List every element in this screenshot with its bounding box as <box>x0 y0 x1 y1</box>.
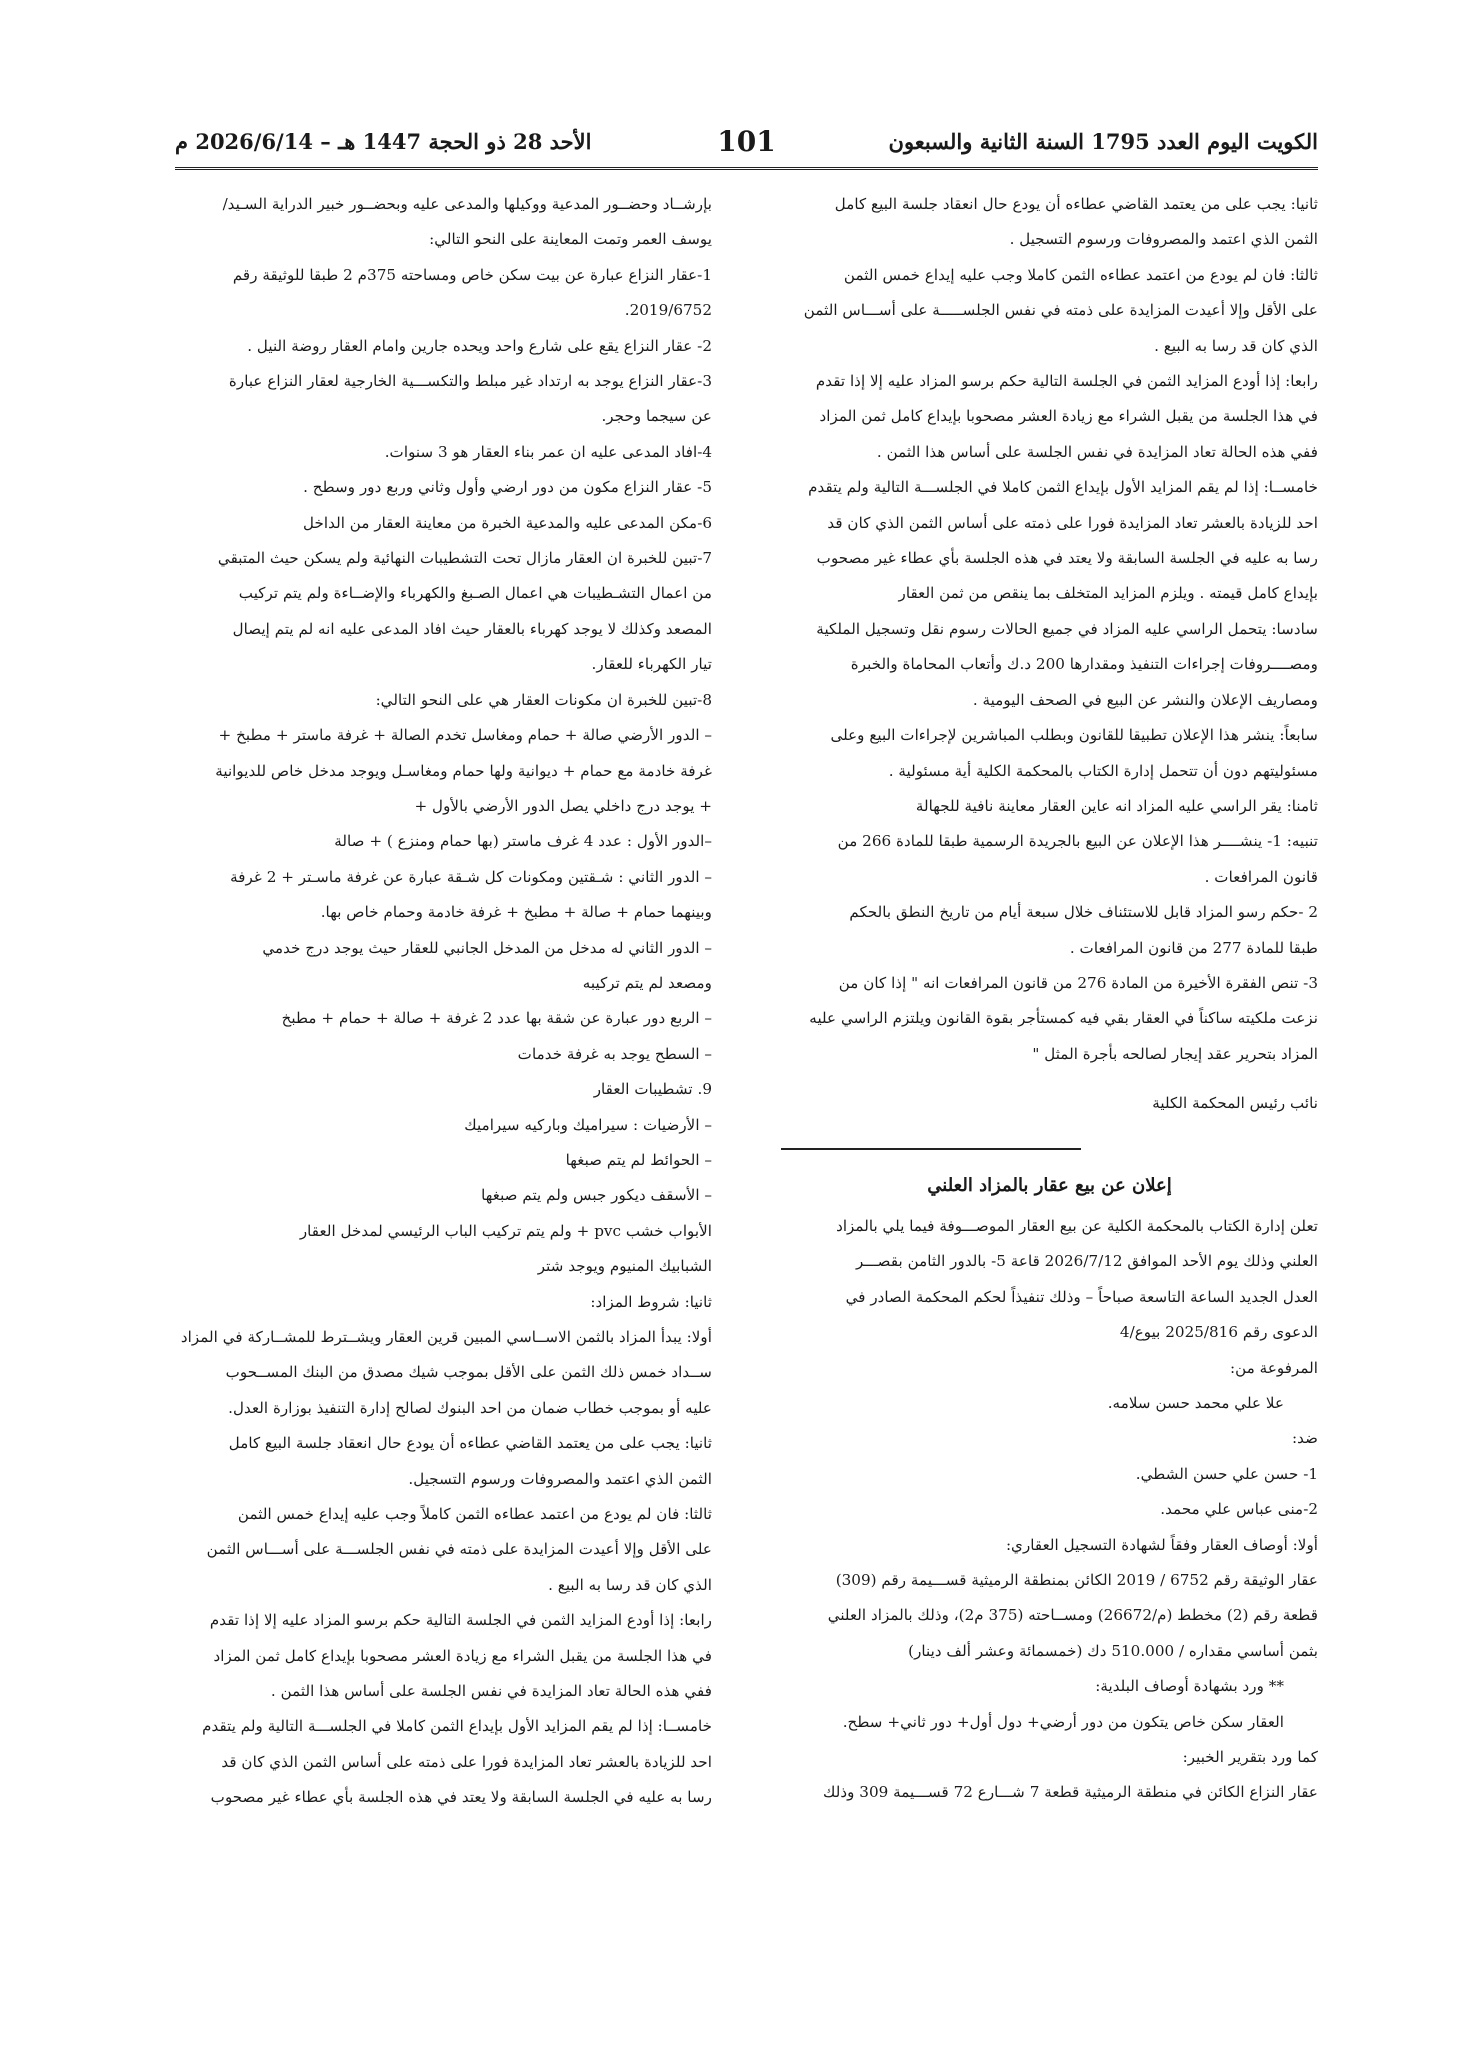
right-column-section-2 <box>781 1209 1318 1811</box>
text-line: –الدور الأول : عدد 4 غرف ماستر (بها حمام ومنزع ) + صالة <box>334 832 712 851</box>
text-line: عن سيجما وحجر. <box>601 407 712 426</box>
text-line: قطعة رقم (2) مخطط (م/26672) ومســاحته (375 م2)، وذلك بالمزاد العلني <box>827 1606 1318 1625</box>
text-line: ففي هذه الحالة تعاد المزايدة في نفس الجلسة على أساس هذا الثمن . <box>876 442 1318 461</box>
text-line: 1-عقار النزاع عبارة عن بيت سكن خاص ومساحته 375م 2 طبقا للوثيقة رقم <box>232 265 712 284</box>
text-line: الدعوى رقم 2025/816 بيوع/4 <box>1119 1323 1318 1342</box>
text-line: نائب رئيس المحكمة الكلية <box>1152 1094 1318 1113</box>
text-line: الأبواب خشب pvc + ولم يتم تركيب الباب الرئيسي لمدخل العقار <box>299 1221 712 1240</box>
section-divider <box>781 1148 1081 1150</box>
text-line: تنبيه: 1- ينشــــر هذا الإعلان عن البيع بالجريدة الرسمية طبقا للمادة 266 من <box>837 832 1318 851</box>
text-line: المصعد وكذلك لا يوجد كهرباء بالعقار حيث افاد المدعى عليه انه لم يتم إيصال <box>232 619 712 638</box>
text-line: بثمن أساسي مقداره / 510.000 دك (خمسمائة وعشر ألف دينار) <box>908 1641 1318 1660</box>
text-line: + يوجد درج داخلي يصل الدور الأرضي بالأول + <box>414 796 712 815</box>
text-line: غرفة خادمة مع حمام + ديوانية ولها حمام ومغاسـل ويوجد مدخل خاص للديوانية <box>215 761 712 780</box>
text-line: الذي كان قد رسا به البيع . <box>548 1575 712 1594</box>
text-line: 5- عقار النزاع مكون من دور ارضي وأول وثاني وربع دور وسطح . <box>303 478 712 497</box>
left-column-body <box>175 187 712 1816</box>
text-line: نزعت ملكيته ساكناً في العقار بقي فيه كمستأجر بقوة القانون ويلتزم الراسي عليه <box>809 1009 1318 1028</box>
text-line: قانون المرافعات . <box>1204 867 1318 886</box>
text-line: المرفوعة من: <box>1230 1358 1318 1377</box>
text-line: بإيداع كامل قيمته . ويلزم المزايد المتخلف بما ينقص من ثمن العقار <box>898 584 1318 603</box>
text-line: ثالثا: فان لم يودع من اعتمد عطاءه الثمن كاملاً وجب عليه إيداع خمس الثمن <box>237 1505 712 1524</box>
page-number: 101 <box>717 124 776 158</box>
text-line: على الأقل وإلا أعيدت المزايدة على ذمته في نفس الجلســـة على أســـاس الثمن <box>206 1540 712 1559</box>
text-line: خامســا: إذا لم يقم المزايد الأول بإيداع الثمن كاملا في الجلســـة التالية ولم يتقدم <box>808 478 1318 497</box>
text-line: ومصعد لم يتم تركيبه <box>582 973 712 992</box>
text-line: 2- عقار النزاع يقع على شارع واحد ويحده جارين وامام العقار روضة النيل . <box>247 336 712 355</box>
text-line: ** ورد بشهادة أوصاف البلدية: <box>1095 1677 1284 1696</box>
text-line: طبقا للمادة 277 من قانون المرافعات . <box>1069 938 1318 957</box>
text-line: الشبابيك المنيوم ويوجد شتر <box>537 1257 712 1276</box>
text-line: – الدور الثاني : شـقتين ومكونات كل شـقة عبارة عن غرفة ماسـتر + 2 غرفة <box>230 867 712 886</box>
text-line: 6-مكن المدعى عليه والمدعية الخبرة من معاينة العقار من الداخل <box>303 513 712 532</box>
text-line: – الأرضيات : سيراميك وباركيه سيراميك <box>464 1115 712 1134</box>
text-line: ففي هذه الحالة تعاد المزايدة في نفس الجلسة على أساس هذا الثمن . <box>270 1682 712 1701</box>
text-line: من اعمال التشـطيبات هي اعمال الصـبغ والكهرباء والإضــاءة ولم يتم تركيب <box>238 584 712 603</box>
text-line: ثانيا: شروط المزاد: <box>590 1292 712 1311</box>
text-line: تعلن إدارة الكتاب بالمحكمة الكلية عن بيع العقار الموصـــوفة فيما يلي بالمزاد <box>836 1216 1318 1235</box>
text-line: في هذا الجلسة من يقبل الشراء مع زيادة العشر مصحوبا بإيداع كامل ثمن المزاد <box>819 407 1318 426</box>
text-line: عقار الوثيقة رقم 6752 / 2019 الكائن بمنطقة الرميثية قســـيمة رقم (309) <box>835 1571 1318 1590</box>
text-line: 3- تنص الفقرة الأخيرة من المادة 276 من قانون المرافعات انه " إذا كان من <box>838 973 1318 992</box>
text-line: عليه أو بموجب خطاب ضمان من احد البنوك لصالح إدارة التنفيذ بوزارة العدل. <box>228 1398 712 1417</box>
text-line: سابعاً: ينشر هذا الإعلان تطبيقا للقانون وبطلب المباشرين لإجراءات البيع وعلى <box>830 726 1318 745</box>
text-line: ومصــــروفات إجراءات التنفيذ ومقدارها 200 د.ك وأتعاب المحاماة والخبرة <box>850 655 1318 674</box>
text-line: – الدور الثاني له مدخل من المدخل الجانبي للعقار حيث يوجد درج خدمي <box>262 938 712 957</box>
text-line: ثالثا: فان لم يودع من اعتمد عطاءه الثمن كاملا وجب عليه إيداع خمس الثمن <box>843 265 1318 284</box>
text-line: تيار الكهرباء للعقار. <box>591 655 712 674</box>
text-line: أولا: يبدأ المزاد بالثمن الاســاسي المبين قرين العقار ويشــترط للمشــاركة في المزاد <box>180 1328 712 1346</box>
text-line: الثمن الذي اعتمد والمصروفات ورسوم التسجيل. <box>408 1469 712 1488</box>
text-line: على الأقل وإلا أعيدت المزايدة على ذمته في نفس الجلســـــة على أســـاس الثمن <box>803 301 1318 320</box>
left-column <box>175 187 712 2007</box>
text-line: رسا به عليه في الجلسة السابقة ولا يعتد في هذه الجلسة بأي عطاء غير مصحوب <box>816 549 1318 568</box>
text-line: ثامنا: يقر الراسي عليه المزاد انه عاين العقار معاينة نافية للجهالة <box>915 796 1318 815</box>
right-column <box>781 187 1318 2007</box>
text-line: وبينهما حمام + صالة + مطبخ + غرفة خادمة وحمام خاص بها. <box>320 903 712 922</box>
text-line: 4-افاد المدعى عليه ان عمر بناء العقار هو 3 سنوات. <box>384 442 712 461</box>
header-publication: الكويت اليوم العدد 1795 السنة الثانية والسبعون <box>888 128 1318 154</box>
text-line: خامســا: إذا لم يقم المزايد الأول بإيداع الثمن كاملا في الجلســـة التالية ولم يتقدم <box>202 1717 712 1736</box>
right-column-section-1 <box>781 187 1318 1122</box>
text-line: مسئوليتهم دون أن تتحمل إدارة الكتاب بالمحكمة الكلية أية مسئولية . <box>888 761 1318 780</box>
text-line: المزاد بتحرير عقد إيجار لصالحه بأجرة المثل " <box>1032 1044 1318 1063</box>
text-line: – الأسقف ديكور جبس ولم يتم صبغها <box>481 1186 712 1205</box>
text-line: – السطح يوجد به غرفة خدمات <box>517 1044 712 1063</box>
text-line: 1- حسن علي حسن الشطي. <box>1135 1464 1318 1483</box>
text-line: العدل الجديد الساعة التاسعة صباحاً – وذلك تنفيذاً لحكم المحكمة الصادر في <box>845 1287 1318 1306</box>
text-line: 2019/6752. <box>624 301 712 320</box>
text-line: بإرشــاد وحضــور المدعية ووكيلها والمدعى عليه وبحضــور خبير الدراية السـيد/ <box>222 195 712 213</box>
text-line: الثمن الذي اعتمد والمصروفات ورسوم التسجيل . <box>1009 230 1318 249</box>
text-line: ومصاريف الإعلان والنشر عن البيع في الصحف اليومية . <box>972 690 1318 709</box>
text-line: رابعا: إذا أودع المزايد الثمن في الجلسة التالية حكم برسو المزاد عليه إلا إذا تقدم <box>815 372 1318 391</box>
notice-title: إعلان عن بيع عقار بالمزاد العلني <box>927 1174 1172 1196</box>
header-date: الأحد 28 ذو الحجة 1447 هـ – 2026/6/14 م <box>175 128 592 154</box>
text-line: رابعا: إذا أودع المزايد الثمن في الجلسة التالية حكم برسو المزاد عليه إلا إذا تقدم <box>209 1611 712 1630</box>
text-line: – الحوائط لم يتم صبغها <box>565 1150 712 1169</box>
text-line: في هذا الجلسة من يقبل الشراء مع زيادة العشر مصحوبا بإيداع كامل ثمن المزاد <box>213 1646 712 1665</box>
text-line: احد للزيادة بالعشر تعاد المزايدة فورا على ذمته على أساس الثمن الذي كان قد <box>221 1752 712 1771</box>
text-line: 7-تبين للخبرة ان العقار مازال تحت التشطيبات النهائية ولم يسكن حيث المتبقي <box>217 549 712 568</box>
text-line: 9. تشطيبات العقار <box>593 1080 712 1099</box>
text-line: ثانيا: يجب على من يعتمد القاضي عطاءه أن يودع حال انعقاد جلسة البيع كامل <box>228 1434 712 1453</box>
text-line: العلني وذلك يوم الأحد الموافق 2026/7/12 قاعة 5- بالدور الثامن بقصـــر <box>855 1252 1318 1271</box>
text-line: رسا به عليه في الجلسة السابقة ولا يعتد في هذه الجلسة بأي عطاء غير مصحوب <box>210 1788 712 1807</box>
header-rule <box>175 167 1318 170</box>
text-line: ضد: <box>1292 1429 1318 1448</box>
text-line: عقار النزاع الكائن في منطقة الرميثية قطعة 7 شـــارع 72 قســـيمة 309 وذلك <box>822 1783 1318 1802</box>
text-line: العقار سكن خاص يتكون من دور أرضي+ دول أول+ دور ثاني+ سطح. <box>842 1712 1284 1731</box>
text-line: علا علي محمد حسن سلامه. <box>1107 1394 1284 1412</box>
text-line: كما ورد بتقرير الخبير: <box>1182 1748 1318 1767</box>
text-line: احد للزيادة بالعشر تعاد المزايدة فورا على ذمته على أساس الثمن الذي كان قد <box>827 513 1318 532</box>
text-line: 2 -حكم رسو المزاد قابل للاستئناف خلال سبعة أيام من تاريخ النطق بالحكم <box>849 903 1318 922</box>
text-line: 3-عقار النزاع يوجد به ارتداد غير مبلط والتكســـية الخارجية لعقار النزاع عبارة <box>228 372 712 391</box>
text-line: – الربع دور عبارة عن شقة بها عدد 2 غرفة + صالة + حمام + مطبخ <box>281 1009 712 1028</box>
text-line: ســداد خمس ذلك الثمن على الأقل بموجب شيك مصدق من البنك المســحوب <box>225 1363 712 1382</box>
text-line: ثانيا: يجب على من يعتمد القاضي عطاءه أن يودع حال انعقاد جلسة البيع كامل <box>834 195 1318 213</box>
text-line: 8-تبين للخبرة ان مكونات العقار هي على النحو التالي: <box>375 690 712 709</box>
text-line: سادسا: يتحمل الراسي عليه المزاد في جميع الحالات رسوم نقل وتسجيل الملكية <box>816 619 1318 638</box>
text-line: يوسف العمر وتمت المعاينة على النحو التالي: <box>429 230 712 249</box>
text-line: 2-منى عباس علي محمد. <box>1160 1500 1318 1519</box>
text-line: أولا: أوصاف العقار وفقاً لشهادة التسجيل العقاري: <box>1005 1535 1318 1554</box>
text-line: – الدور الأرضي صالة + حمام ومغاسل تخدم الصالة + غرفة ماستر + مطبخ + <box>218 726 712 745</box>
page-header <box>175 118 1318 164</box>
text-line: الذي كان قد رسا به البيع . <box>1154 336 1318 355</box>
